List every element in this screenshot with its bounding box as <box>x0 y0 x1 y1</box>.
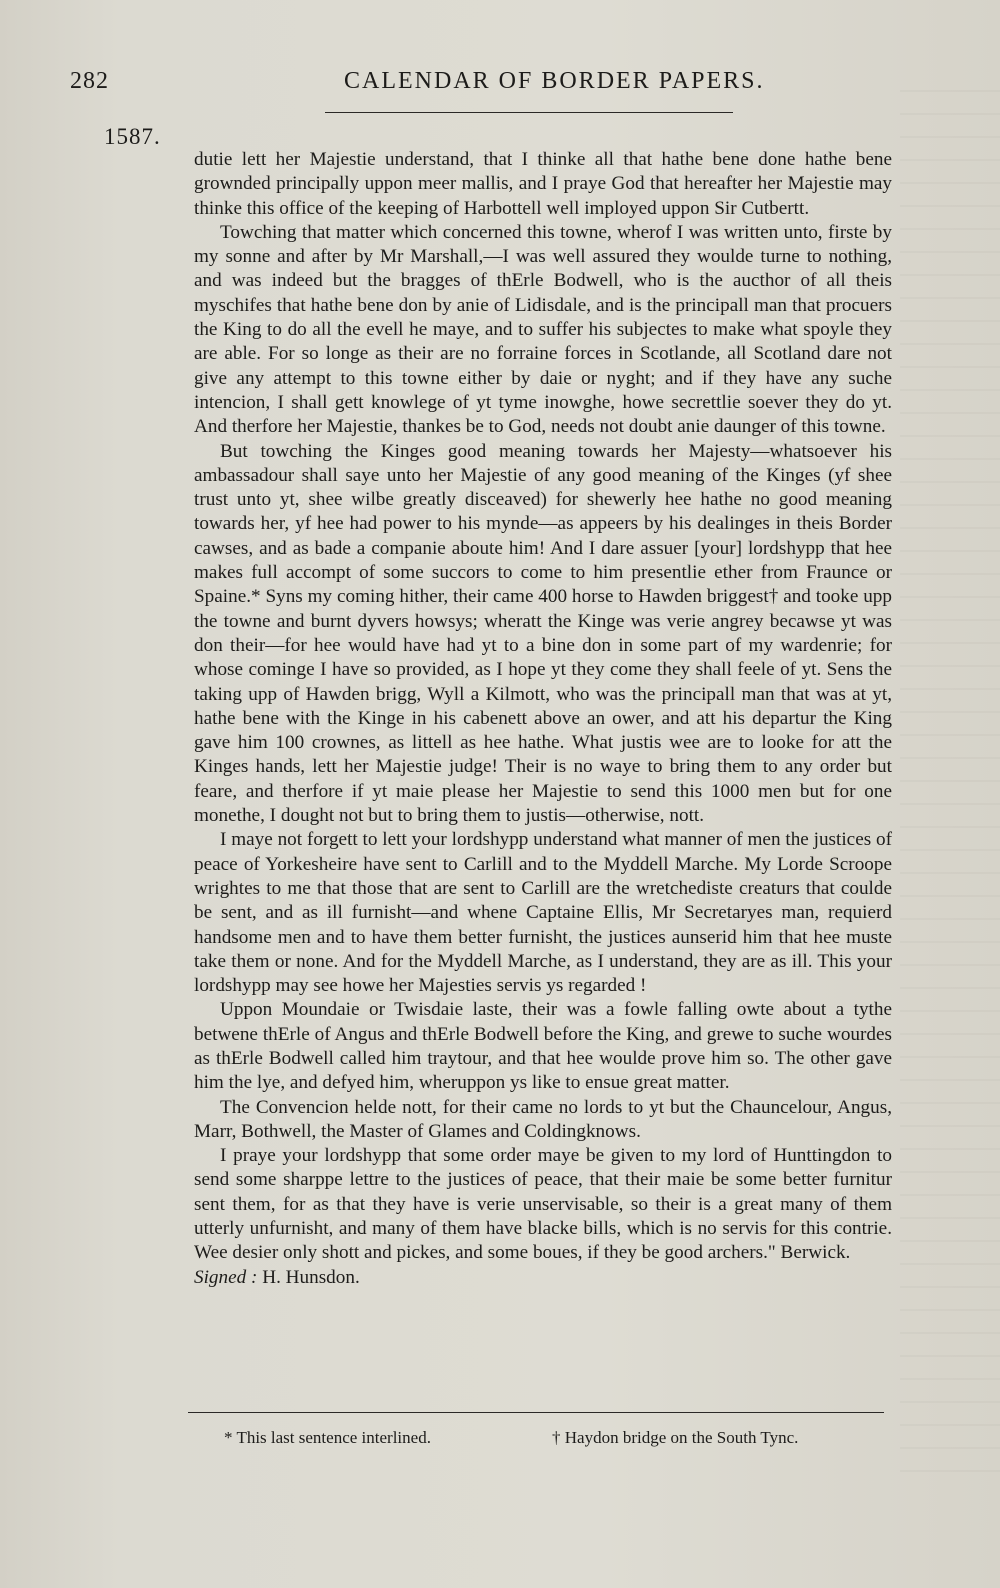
paragraph: Uppon Moundaie or Twisdaie laste, their was a fowle falling owte about a tythe betwene thErle of Angus and thErle Bodwell before the King, and grewe to suche wourdes as thErle Bodwell called him traytour, and that hee woulde prove him so. The other gave him the lye, and defyed him, wheruppon ys like to ensue great matter. <box>194 999 892 1094</box>
letter-body <box>194 148 892 1290</box>
header-rule <box>325 112 733 113</box>
paragraph: The Convencion helde nott, for their came no lords to yt but the Chauncelour, Angus, Marr, Bothwell, the Master of Glames and Coldingknows. <box>194 1096 892 1142</box>
page-number: 282 <box>70 68 109 94</box>
signature-line <box>194 1266 892 1290</box>
paragraph: But towching the Kinges good meaning towards her Majesty—whatsoever his ambassadour shall saye unto her Majestie of any good meaning of the Kinges (yf shee trust unto yt, shee wilbe greatly disceaved) for shewerly hee hathe no good meaning towards her, yf hee had power to his mynde—as appeers by his dealinges in theis Border cawses, and as bade a companie aboute him! And I dare assuer [your] lordshypp that hee makes full accompt of some succors to come to him presentlie ether from Fraunce or Spaine.* Syns my coming hither, their came 400 horse to Hawden briggest† and tooke upp the towne and burnt dyvers howsys; wheratt the Kinge was verie angrey becawse yt was don their—for hee would have had yt to a bine don in some part of my wardenrie; for whose cominge I have so provided, as I hope yt they come they shall feele of yt. Sens the taking upp of Hawden brigg, Wyll a Kilmott, who was the principall man that was at yt, hathe bene with the Kinge in his cabenett above an ower, and att his departur the King gave him 100 crownes, as littell as hee hathe. What justis wee are to looke for att the Kinges hands, lett her Majestie judge! Their is no waye to bring them to any order but feare, and therfore if yt maie please her Majestie to send this 1000 men but for one monethe, I dought not but to bring them to justis—otherwise, nott. <box>194 440 892 827</box>
paragraph: I maye not forgett to lett your lordshypp understand what manner of men the justices of peace of Yorkesheire have sent to Carlill and to the Myddell Marche. My Lorde Scroope wrightes to me that those that are sent to Carlill are the wretchediste creaturs that coulde be sent, and as ill furnisht—and whene Captaine Ellis, Mr Secretaryes man, requierd handsome men and to have them better furnisht, the justices aunserid him that hee muste take them or none. And for the Myddell Marche, as I understand, they are as ill. This your lordshypp may see howe her Majesties servis ys regarded ! <box>194 829 892 997</box>
show-through-bleed <box>900 90 1000 1490</box>
running-head <box>70 68 770 108</box>
margin-year: 1587. <box>104 124 161 149</box>
footnote-haydon-bridge: † Haydon bridge on the South Tync. <box>552 1428 799 1447</box>
running-title: CALENDAR OF BORDER PAPERS. <box>344 68 765 94</box>
signed-label: Signed : <box>194 1266 258 1288</box>
footnote-rule <box>188 1412 884 1413</box>
paragraph: I praye your lordshypp that some order maye be given to my lord of Hunttingdon to send some sharppe lettre to the justices of peace, that their maie be some better furnitur sent them, for as that they have is verie unservisable, so their is a great many of them utterly unfurnisht, and many of them have blacke bills, which is no servis for this contrie. Wee desier only shott and pickes, and some boues, if they be good archers." Berwick. <box>194 1145 892 1264</box>
footnote-interlined: * This last sentence interlined. <box>224 1428 431 1447</box>
paragraph: Towching that matter which concerned this towne, wherof I was written unto, firste by my sonne and after by Mr Marshall,—I was well assured they woulde turne to nothing, and was indeed but the bragges of thErle Bodwell, who is the aucthor of all theis myschifes that hathe bene don by anie of Lidisdale, and is the principall man that procuers the King to do all the evell he maye, and to suffer his subjectes to make what spoyle they are able. For so longe as their are no forraine forces in Scotlande, all Scotland dare not give any attempt to this towne either by daie or nyght; and if they have any suche intencion, I shall gett knowlege of yt tyme inowghe, howe secrettlie soever they do yt. And therfore her Majestie, thankes be to God, needs not doubt anie daunger of this towne. <box>194 221 892 438</box>
signer-name: H. Hunsdon. <box>262 1266 360 1288</box>
paragraph: dutie lett her Majestie understand, that I thinke all that hathe bene done hathe bene grownded principally uppon meer mallis, and I praye God that hereafter her Majestie may thinke this office of the keeping of Harbottell well imployed uppon Sir Cutbertt. <box>194 149 892 219</box>
